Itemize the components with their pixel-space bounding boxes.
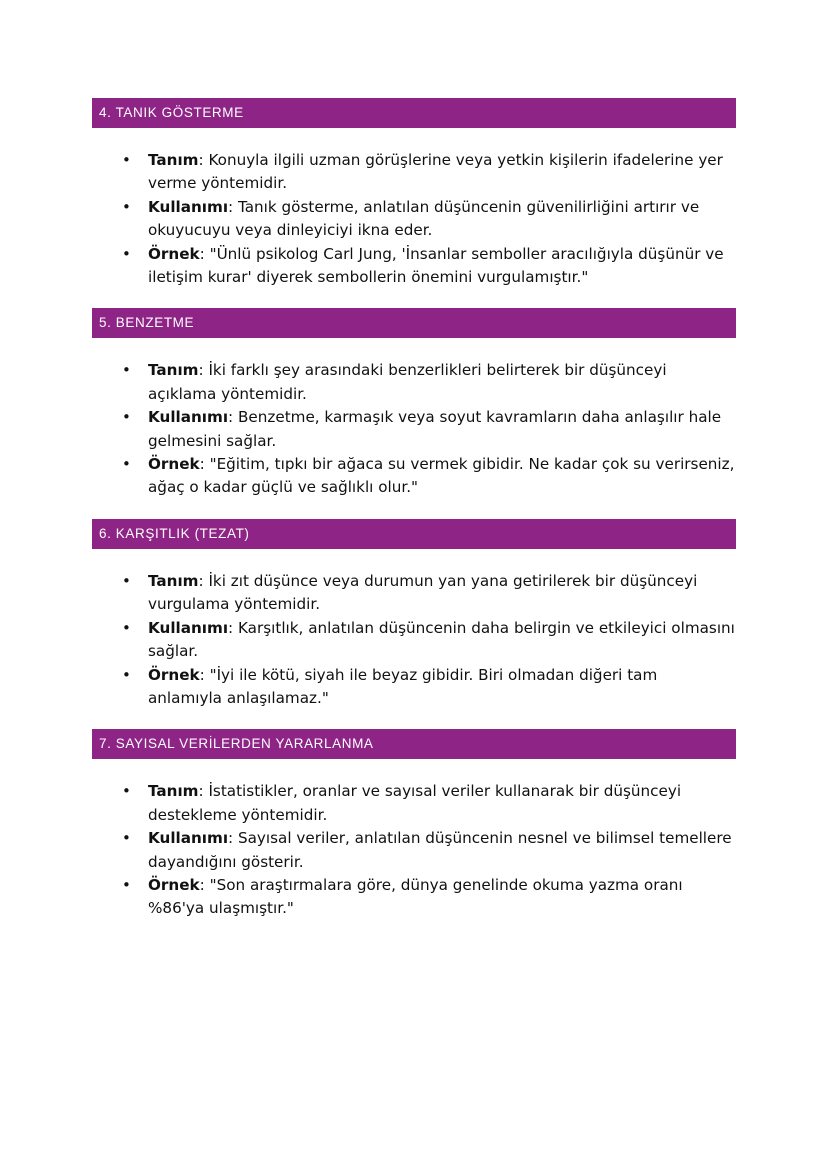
item-term: Tanım [148, 151, 199, 169]
item-text: "Ünlü psikolog Carl Jung, 'İnsanlar semboller aracılığıyla düşünür ve iletişim kurar' diyerek sembollerin önemini vurgulamıştır." [148, 244, 724, 287]
item-separator: : [198, 361, 204, 380]
item-term: Tanım [148, 782, 199, 801]
item-separator: : [198, 151, 204, 169]
list-item-ornek [92, 664, 736, 711]
list-item-kullanimi [92, 406, 736, 453]
bullet-icon: • [122, 151, 131, 169]
section-tanik-gosterme [92, 98, 736, 308]
section-heading: 5. BENZETME [92, 308, 736, 338]
section-heading: 7. SAYISAL VERİLERDEN YARARLANMA [92, 729, 736, 759]
list-item-ornek [92, 874, 736, 921]
item-separator: : [228, 197, 234, 216]
list-item-kullanimi [92, 196, 736, 243]
item-separator: : [198, 782, 204, 801]
bullet-icon: • [122, 455, 131, 474]
item-text: "İyi ile kötü, siyah ile beyaz gibidir. Biri olmadan diğeri tam anlamıyla anlaşılamaz." [148, 665, 658, 707]
item-separator: : [199, 455, 205, 474]
item-term: Örnek [148, 455, 200, 474]
item-text: İki farklı şey arasındaki benzerlikleri belirterek bir düşünceyi açıklama yöntemidir. [148, 361, 667, 403]
list-item-tanim [92, 570, 736, 617]
definition-list [92, 338, 736, 499]
definition-list [92, 549, 736, 710]
item-text: Karşıtlık, anlatılan düşüncenin daha belirgin ve etkileyici olmasını sağlar. [148, 618, 735, 661]
bullet-icon: • [122, 361, 131, 380]
definition-list [92, 759, 736, 920]
list-item-tanim [92, 359, 736, 406]
item-text: Konuyla ilgili uzman görüşlerine veya yetkin kişilerin ifadelerine yer verme yöntemidir. [148, 151, 723, 193]
list-item-kullanimi [92, 827, 736, 874]
section-karsitlik [92, 519, 736, 729]
bullet-icon: • [122, 665, 131, 684]
item-term: Örnek [148, 665, 200, 684]
item-text: "Eğitim, tıpkı bir ağaca su vermek gibidir. Ne kadar çok su verirseniz, ağaç o kadar güçlü ve sağlıklı olur." [148, 455, 735, 497]
item-term: Tanım [148, 571, 199, 590]
item-term: Kullanımı [148, 197, 229, 216]
item-text: "Son araştırmalara göre, dünya genelinde okuma yazma oranı %86'ya ulaşmıştır." [148, 875, 683, 918]
item-separator: : [228, 829, 234, 848]
item-text: Benzetme, karmaşık veya soyut kavramların daha anlaşılır hale gelmesini sağlar. [148, 408, 722, 450]
item-term: Kullanımı [148, 408, 229, 427]
list-item-ornek [92, 243, 736, 290]
item-text: İki zıt düşünce veya durumun yan yana getirilerek bir düşünceyi vurgulama yöntemidir. [148, 571, 698, 614]
bullet-icon: • [122, 829, 131, 848]
bullet-icon: • [122, 408, 131, 427]
section-heading: 6. KARŞITLIK (TEZAT) [92, 519, 736, 549]
section-spacer [92, 289, 736, 308]
bullet-icon: • [122, 618, 131, 637]
bullet-icon: • [122, 571, 131, 590]
section-sayisal-veriler [92, 729, 736, 920]
item-separator: : [199, 665, 205, 684]
item-text: Sayısal veriler, anlatılan düşüncenin nesnel ve bilimsel temellere dayandığını gösterir. [148, 829, 732, 871]
document-page [92, 98, 736, 921]
section-spacer [92, 500, 736, 519]
item-separator: : [228, 408, 234, 427]
bullet-icon: • [122, 244, 131, 263]
bullet-icon: • [122, 197, 131, 216]
item-term: Kullanımı [148, 829, 229, 848]
item-term: Örnek [148, 244, 200, 263]
item-text: İstatistikler, oranlar ve sayısal veriler kullanarak bir düşünceyi destekleme yöntemidir. [148, 782, 682, 824]
list-item-tanim [92, 780, 736, 827]
item-term: Kullanımı [148, 618, 229, 637]
list-item-kullanimi [92, 617, 736, 664]
item-separator: : [198, 571, 204, 590]
item-separator: : [199, 244, 205, 263]
list-item-tanim [92, 149, 736, 196]
item-text: Tanık gösterme, anlatılan düşüncenin güvenilirliğini artırır ve okuyucuyu veya dinleyiciyi ikna eder. [148, 197, 700, 240]
definition-list [92, 128, 736, 289]
section-heading: 4. TANIK GÖSTERME [92, 98, 736, 128]
bullet-icon: • [122, 782, 131, 801]
section-spacer [92, 710, 736, 729]
list-item-ornek [92, 453, 736, 500]
item-term: Tanım [148, 361, 199, 380]
item-term: Örnek [148, 875, 200, 894]
section-benzetme [92, 308, 736, 518]
item-separator: : [199, 875, 205, 894]
bullet-icon: • [122, 875, 131, 894]
item-separator: : [228, 618, 234, 637]
